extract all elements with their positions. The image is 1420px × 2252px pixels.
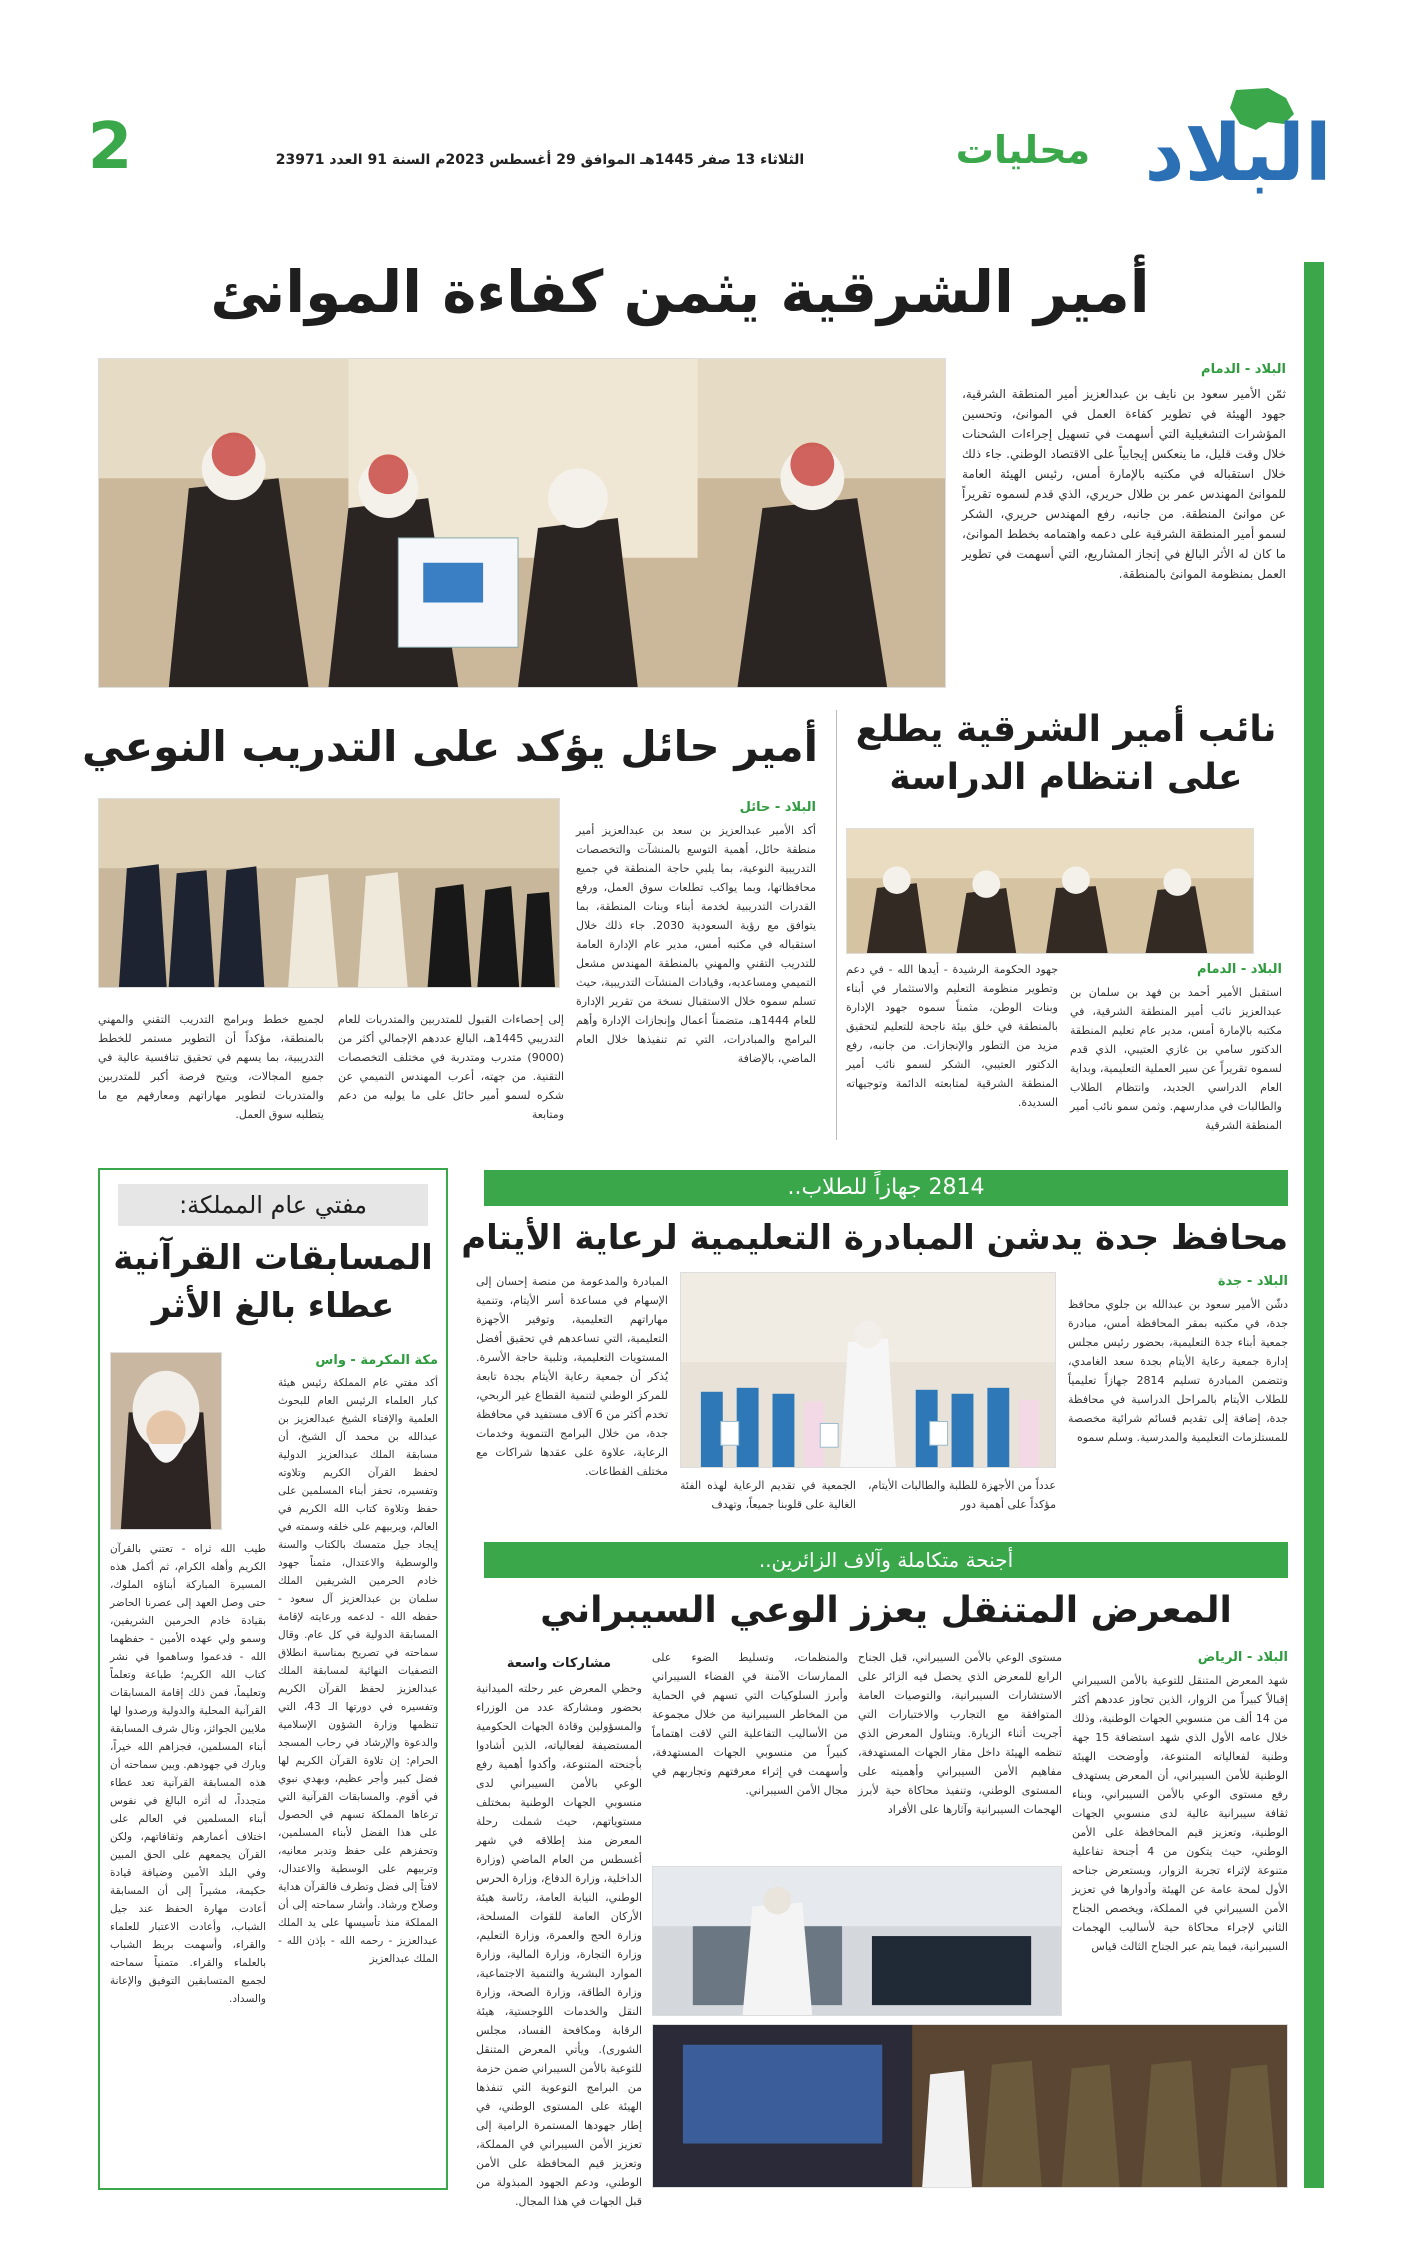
a2-headline: نائب أمير الشرقية يطلع على انتظام الدراسة bbox=[855, 709, 1277, 798]
a4-byline: مكة المكرمة - واس bbox=[315, 1353, 438, 1368]
page-number: 2 bbox=[87, 110, 133, 184]
side-green-stripe bbox=[1304, 262, 1324, 2188]
a1-body: البلاد - الدمام ثمّن الأمير سعود بن نايف بن عبدالعزيز أمير المنطقة الشرقية، جهود الهيئة في تطوير كفاءة العمل في الموانئ، وتحسين المؤشرات التشغيلية التي أسهمت في تسهيل إجراءات الشحنات خلال وقت قليل، ما ينعكس إيجابياً على الاقتصاد الوطني. جاء ذلك خلال استقباله في مكتبه بالإمارة أمس، رئيس الهيئة العامة للموانئ المهندس عمر بن طلال حريري، الذي قدم لسموه تقريراً عن موانئ المنطقة. من جانبه، رفع المهندس حريري، الشكر لسمو أمير المنطقة الشرقية على دعمه واهتمامه بخطط الموانئ، ما كان له الأثر البالغ في إنجاز المشاريع، التي أسهمت في تطوير العمل بمنظومة الموانئ بالمنطقة. bbox=[962, 362, 1286, 581]
a3-byline: البلاد - حائل bbox=[739, 800, 816, 815]
a3-col-left: لجميع خطط وبرامج التدريب التقني والمهني بالمنطقة، مؤكداً أن التطوير مستمر للخطط التدريبية، بما يسهم في تحقيق تنافسية عالية في جميع المجالات، ويتيح فرصة أكبر للمتدربين والمتدربات لتطوير مهاراتهم ومعارفهم مع ما يتطلبه سوق العمل. bbox=[98, 1013, 324, 1121]
a4-photo bbox=[110, 1352, 222, 1530]
divider-vertical bbox=[836, 710, 837, 1140]
a6-photo-bottom bbox=[652, 2024, 1288, 2188]
a3-col-mid: إلى إحصاءات القبول للمتدربين والمتدربات للعام التدريبي 1445هـ، البالغ عددهم الإجمالي أكثر من (9000) متدرب ومتدربة في مختلف التخصصات التقنية. من جهته، أعرب المهندس التميمي عن شكره لسمو أمير حائل على ما يوليه من دعم ومتابعة bbox=[338, 1013, 564, 1121]
a6-headline: المعرض المتنقل يعزز الوعي السيبراني bbox=[540, 1590, 1232, 1631]
a2-photo bbox=[846, 828, 1254, 954]
a1-byline: البلاد - الدمام bbox=[1201, 362, 1286, 377]
a6-byline: البلاد - الرياض bbox=[1197, 1650, 1288, 1665]
a1-headline: أمير الشرقية يثمن كفاءة الموانئ bbox=[210, 258, 1150, 326]
a5-col-mid-left: الجمعية في تقديم الرعاية لهذه الفئة الغالية على قلوبنا جميعاً، وتهدف bbox=[680, 1479, 856, 1511]
a5-col-left: المبادرة والمدعومة من منصة إحسان إلى الإسهام في مساعدة أسر الأيتام، وتنمية مهاراتهم التعليمية، وتوفير الأجهزة التعليمية، التي تساعدهم في تحقيق أفضل المستويات التعليمية، وتلبية حاجة الأسرة. يُذكر أن جمعية رعاية الأيتام بجدة تابعة للمركز الوطني لتنمية القطاع غير الربحي، تخدم أكثر من 6 آلاف مستفيد في محافظة جدة، من خلال البرامج التنموية وخدمات الرعاية، علاوة على عقدها شراكات مع مختلف القطاعات. bbox=[476, 1275, 669, 1478]
a6-photo-top bbox=[652, 1866, 1062, 2016]
a5-kicker-bar: 2814 جهازاً للطلاب.. bbox=[484, 1170, 1288, 1206]
a6-kicker-bar: أجنحة متكاملة وآلاف الزائرين.. bbox=[484, 1542, 1288, 1578]
svg-text:البلاد: البلاد bbox=[1144, 109, 1332, 199]
a4-headline-l2: عطاء بالغ الأثر bbox=[151, 1286, 395, 1326]
a4-box bbox=[98, 1168, 448, 2190]
a6-col-2: مستوى الوعي بالأمن السيبراني، قبل الجناح الرابع للمعرض الذي يحصل فيه الزائر على الاستشارات السيبرانية، والتوصيات العامة المتوافقة مع التجارب والاختبارات التي أجريت أثناء الزيارة. ويتناول المعرض الذي تنظمه الهيئة داخل مقار الجهات المستهدفة، مفاهيم الأمن السيبراني وأهميته على المستوى الوطني، وتنفيذ محاكاة حية لأبرز الهجمات السيبرانية وآثارها على الأفراد bbox=[858, 1651, 1062, 1816]
a4-kicker: مفتي عام المملكة: bbox=[118, 1184, 428, 1226]
masthead bbox=[0, 0, 1420, 240]
a5-byline: البلاد - جدة bbox=[1217, 1274, 1288, 1289]
a1-photo bbox=[98, 358, 946, 688]
a2-body bbox=[846, 960, 1282, 1130]
a5-col-mid-right: عدداً من الأجهزة للطلبة والطالبات الأيتام، مؤكداً على أهمية دور bbox=[868, 1479, 1056, 1511]
a3-headline: أمير حائل يؤكد على التدريب النوعي bbox=[81, 722, 818, 771]
a2-byline: البلاد - الدمام bbox=[1197, 962, 1282, 977]
a5-photo bbox=[680, 1272, 1056, 1468]
a6-subhead: مشاركات واسعة bbox=[506, 1656, 612, 1671]
a3-col-right: البلاد - حائل أكد الأمير عبدالعزيز بن سعد بن عبدالعزيز أمير منطقة حائل، أهمية التوسع بالمنشآت والتخصصات التدريبية النوعية، بما يلبي حاجة المنطقة في جميع محافظاتها، وبما يواكب تطلعات سوق العمل، ورفع القدرات التدريبية لخدمة أبناء وبنات المنطقة، بما يتوافق مع رؤية السعودية 2030. جاء ذلك خلال استقباله في مكتبه أمس، مدير عام الإدارة العامة للتدريب التقني والمهني بالمنطقة المهندس مشعل التميمي ومساعديه، وقيادات المنشآت التدريبية، حيث تسلم سموه خلال الاستقبال نسخة من تقرير الإدارة للعام 1444هـ، متضمناً أعمال وإنجازات الإدارة وأهم البرامج والمبادرات، التي تم تنفيذها خلال العام الماضي، بالإضافة bbox=[576, 800, 817, 1065]
a2-col-left: جهود الحكومة الرشيدة - أيدها الله - في دعم وتطوير منظومة التعليم والاستثمار في أبناء وبنات الوطن، مثمناً سموه جهود الإدارة بالمنطقة في خلق بيئة ناجحة للتعليم لتحقيق مزيد من التطور والإنجازات. من جانبه، رفع الدكتور العتيبي، الشكر لسمو نائب أمير المنطقة الشرقية لمتابعته الدائمة وتوجيهاته السديدة. bbox=[846, 963, 1058, 1109]
newspaper-logo bbox=[1118, 84, 1358, 199]
a4-col-left: طيب الله ثراه - تعتني بالقرآن الكريم وأهله الكرام، ثم أكمل هذه المسيرة المباركة أبناؤه الملوك، حتى وصل العهد إلى عصرنا الحاضر بقيادة خادم الحرمين الشريفين، وسمو ولي عهده الأمين - حفظهما الله - فدعموا وساهموا في نشر كتاب الله الكريم؛ طباعة وتعلماً وتعليماً، فمن ذلك إقامة المسابقات القرآنية المحلية والدولية ورصدوا لها ملايين الجوائز، ونال شرف المسابقة أبناء المسلمين، فجزاهم الله خيراً، وبارك في جهودهم. وبين سماحته أن هذه المسابقة القرآنية تعد عطاء متجدداً، له أثره البالغ في نفوس أبناء المسلمين في العالم على اختلاف أعمارهم وثقافاتهم، ولكن القرآن يجمعهم على الحق المبين وفي البلد الأمين وضيافة قيادة حكيمة، مشيراً إلى أن المسابقة أعادت مهارة الحفظ عند جيل الشباب، وأعادت الاعتبار للعلماء والقراء، وأسهمت بربط الشباب بالعلماء والقراء. متمنياً سماحته لجميع المتسابقين التوفيق والإعانة والسداد. bbox=[110, 1543, 266, 2005]
a4-col-right: مكة المكرمة - واس أكد مفتي عام المملكة رئيس هيئة كبار العلماء الرئيس العام للبحوث العلمية والإفتاء الشيخ عبدالعزيز بن عبدالله بن محمد آل الشيخ، أن مسابقة الملك عبدالعزيز الدولية لحفظ القرآن الكريم وتلاوته وتفسيره، تحفز أبناء المسلمين على حفظ وتلاوة كتاب الله الكريم في العالم، ويربيهم على خلقه وسمته في إيجاد جيل متمسك بالكتاب والسنة والوسطية والاعتدال، مثمناً جهود خادم الحرمين الشريفين الملك سلمان بن عبدالعزيز آل سعود - حفظه الله - لدعمه ورعايته لإقامة المسابقة الدولية في كل عام. وقال سماحته في تصريح بمناسبة انطلاق التصفيات النهائية لمسابقة الملك عبدالعزيز لحفظ القرآن الكريم وتفسيره في دورتها الـ 43، التي تنظمها وزارة الشؤون الإسلامية والدعوة والإرشاد في رحاب المسجد الحرام: إن تلاوة القرآن الكريم لها فضل كبير وأجر عظيم، وبهدي نبوي في أقوم. والمسابقات القرآنية التي ترعاها المملكة تسهم في الحصول على هذا الفضل لأبناء المسلمين، وتحفزهم على حفظ وتدبر معانيه، وتربيهم على الوسطية والاعتدال، لافتاً إلى فضل وتطرف فالقرآن هداية وصلاح ورشاد. وأشار سماحته إلى أن المملكة منذ تأسيسها على يد الملك عبدالعزيز - رحمه الله - بإذن الله - الملك عبدالعزيز bbox=[278, 1353, 438, 1965]
a2-col-right: البلاد - الدمام استقبل الأمير أحمد بن فهد بن سلمان بن عبدالعزيز نائب أمير المنطقة الشرقية، في مكتبه بالإمارة أمس، مدير عام تعليم المنطقة الدكتور سامي بن غازي العتيبي، الذي قدم لسموه تقريراً عن سير العملية التعليمية، وبداية العام الدراسي الجديد، وانتظام الطلاب والطالبات في مدارسهم. وثمن سمو نائب أمير المنطقة الشرقية bbox=[1070, 962, 1282, 1132]
a6-col-4: مشاركات واسعة وحظي المعرض عبر رحلته الميدانية بحضور ومشاركة عدد من الوزراء والمسؤولين وقادة الجهات الحكومية المستضيفة لفعالياته، الذين أشادوا بأجنحته المتنوعة، وأكدوا أهمية رفع الوعي بالأمن السيبراني لدى منسوبي الجهات الوطنية بمختلف مستوياتهم، حيث شملت رحلة المعرض منذ إطلاقه في شهر أغسطس من العام الماضي (وزارة الداخلية، وزارة الدفاع، وزارة الحرس الوطني، النيابة العامة، رئاسة هيئة الأركان العامة للقوات المسلحة، وزارة الحج والعمرة، وزارة التعليم، وزارة التجارة، وزارة المالية، وزارة الموارد البشرية والتنمية الاجتماعية، وزارة الطاقة، وزارة الصحة، وزارة النقل والخدمات اللوجستية، هيئة الرقابة ومكافحة الفساد، مجلس الشورى). ويأتي المعرض المتنقل للتوعية بالأمن السيبراني ضمن حزمة من البرامج التوعوية التي تنفذها الهيئة على المستوى الوطني، في إطار جهودها المستمرة الرامية إلى تعزيز الأمن السيبراني في المملكة، وتعزيز قيم المحافظة على الأمن الوطني، ودعم الجهود المبذولة من قبل الجهات في هذا المجال. bbox=[476, 1656, 642, 2208]
a5-col-right: البلاد - جدة دشّن الأمير سعود بن عبدالله بن جلوي محافظ جدة، في مكتبه بمقر المحافظة أمس، مبادرة جمعية أبناء جدة التعليمية، بحضور رئيس مجلس إدارة جمعية رعاية الأيتام بجدة سعد الغامدي، وتتضمن المبادرة تسليم 2814 جهازاً تعليمياً للطلاب الأيتام بالمراحل الدراسية في محافظة جدة، إضافة إلى تقديم قسائم شرائية مخصصة للمستلزمات التعليمية والمدرسية. وسلم سموه bbox=[1068, 1274, 1288, 1444]
a6-col-3: والمنظمات، وتسليط الضوء على الممارسات الآمنة في الفضاء السيبراني وأبرز السلوكيات التي تسهم في الحماية من المخاطر السيبرانية من خلال مجموعة من الأساليب التفاعلية التي لاقت اهتماماً كبيراً من منسوبي الجهات المستهدفة، وأسهمت في إثراء معرفتهم وتجاربهم في مجال الأمن السيبراني. bbox=[652, 1651, 848, 1797]
a3-photo bbox=[98, 798, 560, 988]
section-label: محليات bbox=[955, 128, 1091, 172]
a4-headline-l1: المسابقات القرآنية bbox=[113, 1238, 433, 1278]
dateline: الثلاثاء 13 صفر 1445هـ الموافق 29 أغسطس 2023م السنة 91 العدد 23971 bbox=[275, 152, 805, 168]
a5-headline: محافظ جدة يدشن المبادرة التعليمية لرعاية الأيتام bbox=[461, 1218, 1288, 1258]
a6-col-1: البلاد - الرياض شهد المعرض المتنقل للتوعية بالأمن السيبراني إقبالاً كبيراً من الزوار، الذين تجاوز عددهم أكثر من 14 ألف من منسوبي الجهات الوطنية، وذلك خلال عامه الأول الذي شهد استضافة 15 جهة وطنية لفعالياته المتنوعة، وأوضحت الهيئة الوطنية للأمن السيبراني، أن المعرض يستهدف رفع مستوى الوعي بالأمن السيبراني، وبناء ثقافة سيبرانية عالية لدى منسوبي الجهات الوطنية، وتعزيز قيم المحافظة على الأمن الوطني، حيث يتكون من 4 أجنحة تفاعلية متنوعة لإثراء تجربة الزوار، ويستعرض جناحه الأول لمحة عامة عن الهيئة وأدوارها في تعزيز الأمن السيبراني في المملكة، ويخصص الجناح الثاني لإجراء محاكاة حية لأساليب الهجمات السيبرانية، فيما يتم عبر الجناح الثالث قياس bbox=[1072, 1650, 1288, 1953]
